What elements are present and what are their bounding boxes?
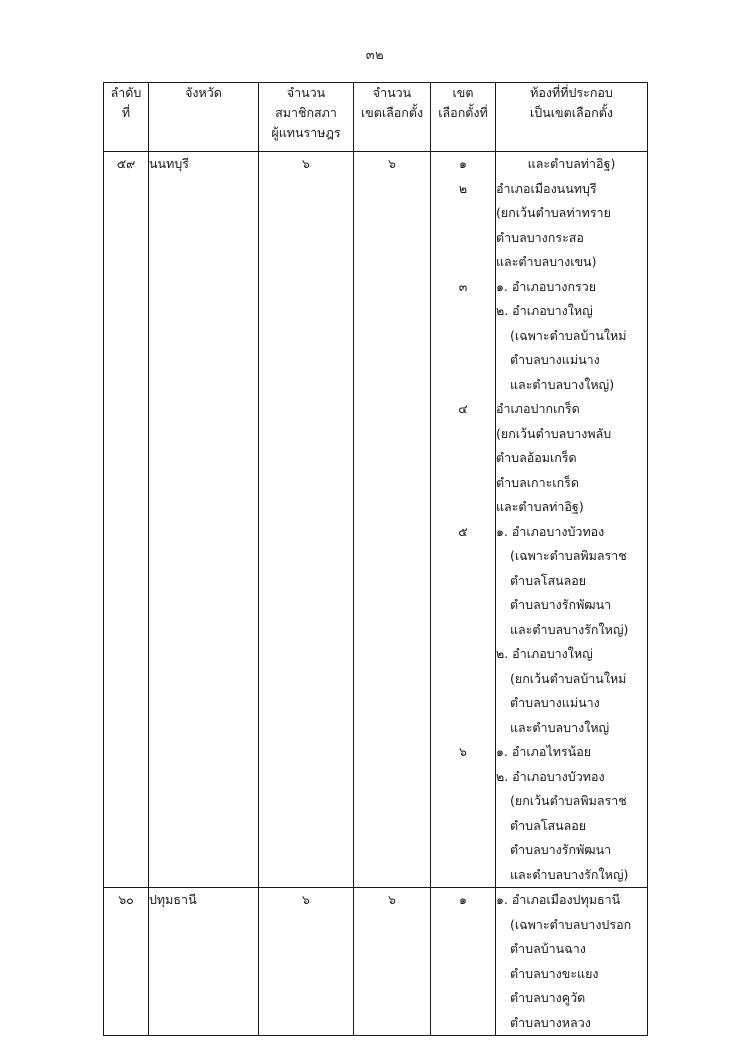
zone-number-spacer xyxy=(431,446,495,471)
header-line: ลำดับ xyxy=(110,85,142,100)
page-number: ๓๒ xyxy=(365,48,385,63)
zone-number: ๑ xyxy=(459,156,467,171)
cell-member-count: ๖ xyxy=(259,888,354,1036)
zone-number-spacer xyxy=(431,691,495,716)
zone-number: ๖ xyxy=(459,744,467,759)
area-line: (ยกเว้นตำบลท่าทราย xyxy=(496,205,611,220)
area-line: (เฉพาะตำบลพิมลราช xyxy=(510,548,627,563)
area-line: และตำบลบางใหญ่ xyxy=(510,719,610,735)
area-line: ๑. อำเภอเมืองปทุมธานี xyxy=(496,892,621,907)
zone-number: ๓ xyxy=(458,278,468,294)
cell-member-count: ๖ xyxy=(259,152,354,888)
area-line: ตำบลบางคูวัด xyxy=(510,990,586,1005)
table-row xyxy=(104,888,648,1036)
column-header-constituencies xyxy=(354,83,431,152)
zone-number-spacer xyxy=(431,422,495,447)
area-line: ๑. อำเภอบางบัวทอง xyxy=(496,523,605,539)
zone-number-spacer xyxy=(431,299,495,324)
zone-number-spacer xyxy=(431,373,495,398)
zone-number: ๑ xyxy=(459,892,467,907)
area-line: ๒. อำเภอบางบัวทอง xyxy=(496,768,605,784)
area-line: และตำบลท่าอิฐ) xyxy=(496,499,584,514)
zone-number: ๕ xyxy=(458,523,468,539)
table-row xyxy=(104,152,648,888)
area-line: ตำบลบางรักพัฒนา xyxy=(510,597,612,612)
header-line: ที่ xyxy=(121,105,131,120)
area-line: (ยกเว้นตำบลพิมลราช xyxy=(510,793,627,808)
area-line: และตำบลบางใหญ่) xyxy=(510,376,615,392)
area-line: ตำบลบางกระสอ xyxy=(496,229,584,245)
zone-number-spacer xyxy=(431,593,495,618)
area-line: ตำบลอ้อมเกร็ด xyxy=(496,450,577,465)
column-header-seq xyxy=(104,83,149,152)
area-line: อำเภอเมืองนนทบุรี xyxy=(496,180,597,196)
area-line: ตำบลบางหลวง xyxy=(510,1014,591,1030)
area-line: และตำบลบางรักใหญ่) xyxy=(510,621,629,637)
area-line: ๑. อำเภอไทรน้อย xyxy=(496,744,592,759)
zone-number-spacer xyxy=(431,962,495,987)
area-line: และตำบลท่าอิฐ) xyxy=(527,156,616,171)
zone-number-spacer xyxy=(431,201,495,226)
area-line: (ยกเว้นตำบลบ้านใหม่ xyxy=(510,670,627,686)
area-line: (เฉพาะตำบลบางปรอก xyxy=(510,916,632,932)
zone-number-spacer xyxy=(431,348,495,373)
area-line: ตำบลโสนลอย xyxy=(510,572,587,588)
zone-number-spacer xyxy=(431,495,495,520)
zone-number-spacer xyxy=(431,618,495,643)
zone-number-spacer xyxy=(431,471,495,496)
area-line: อำเภอปากเกร็ด xyxy=(496,401,580,416)
column-header-province xyxy=(149,83,259,152)
header-line: เลือกตั้งที่ xyxy=(438,105,488,120)
zone-number-spacer xyxy=(431,863,495,888)
zone-number-spacer xyxy=(431,814,495,839)
table-header-row xyxy=(104,83,648,152)
header-line: จำนวน xyxy=(372,85,412,100)
header-line: ท้องที่ที่ประกอบ xyxy=(530,85,613,100)
zone-number-spacer xyxy=(431,986,495,1011)
area-line: (ยกเว้นตำบลบางพลับ xyxy=(496,425,612,441)
cell-constituency-count: ๖ xyxy=(354,152,431,888)
column-header-members xyxy=(259,83,354,152)
header-line: จังหวัด xyxy=(185,85,222,100)
area-line: ๑. อำเภอบางกรวย xyxy=(496,278,597,294)
table-header xyxy=(104,83,648,152)
zone-number-spacer xyxy=(431,913,495,938)
zone-number-spacer xyxy=(431,642,495,667)
header-line: จำนวน xyxy=(286,85,326,100)
zone-number-spacer xyxy=(431,226,495,251)
area-line: ตำบลบ้านฉาง xyxy=(510,941,586,956)
area-line: (เฉพาะตำบลบ้านใหม่ xyxy=(510,327,627,343)
area-line: ตำบลบางรักพัฒนา xyxy=(510,842,612,857)
zone-number: ๔ xyxy=(458,401,468,416)
zone-number-spacer xyxy=(431,569,495,594)
cell-area-description xyxy=(496,888,648,1036)
cell-province-name: นนทบุรี xyxy=(149,152,259,888)
header-line: เป็นเขตเลือกตั้ง xyxy=(530,105,613,120)
zone-number-spacer xyxy=(431,937,495,962)
area-line: ตำบลเกาะเกร็ด xyxy=(496,474,579,490)
constituency-table xyxy=(103,82,648,1036)
cell-zone-numbers xyxy=(431,888,496,1036)
area-line: ๒. อำเภอบางใหญ่ xyxy=(496,303,593,318)
area-line: ตำบลบางแม่นาง xyxy=(510,352,600,367)
column-header-areas xyxy=(496,83,648,152)
zone-number-spacer xyxy=(431,544,495,569)
column-header-zone xyxy=(431,83,496,152)
header-line: เขตเลือกตั้ง xyxy=(360,105,424,120)
cell-area-description xyxy=(496,152,648,888)
cell-sequence-number: ๖๐ xyxy=(104,888,149,1036)
zone-number-spacer xyxy=(431,1011,495,1036)
cell-zone-numbers xyxy=(431,152,496,888)
header-line: ผู้แทนราษฎร xyxy=(271,125,341,140)
zone-number-spacer xyxy=(431,324,495,349)
table-body xyxy=(104,152,648,1036)
area-line: และตำบลบางรักใหญ่) xyxy=(510,866,629,882)
cell-constituency-count: ๖ xyxy=(354,888,431,1036)
zone-number-spacer xyxy=(431,838,495,863)
zone-number-spacer xyxy=(431,789,495,814)
zone-number-spacer xyxy=(431,250,495,275)
area-line: ตำบลบางแม่นาง xyxy=(510,695,600,710)
zone-number-spacer xyxy=(431,667,495,692)
header-line: เขต xyxy=(452,85,474,100)
cell-province-name: ปทุมธานี xyxy=(149,888,259,1036)
zone-number-spacer xyxy=(431,716,495,741)
zone-number-spacer xyxy=(431,765,495,790)
area-line: ตำบลบางขะแยง xyxy=(510,965,599,981)
zone-number: ๒ xyxy=(458,180,468,196)
cell-sequence-number: ๕๙ xyxy=(104,152,149,888)
area-line: ตำบลโสนลอย xyxy=(510,817,587,833)
header-line: สมาชิกสภา xyxy=(275,105,337,120)
area-line: ๒. อำเภอบางใหญ่ xyxy=(496,646,593,661)
area-line: และตำบลบางเขน) xyxy=(496,254,597,269)
